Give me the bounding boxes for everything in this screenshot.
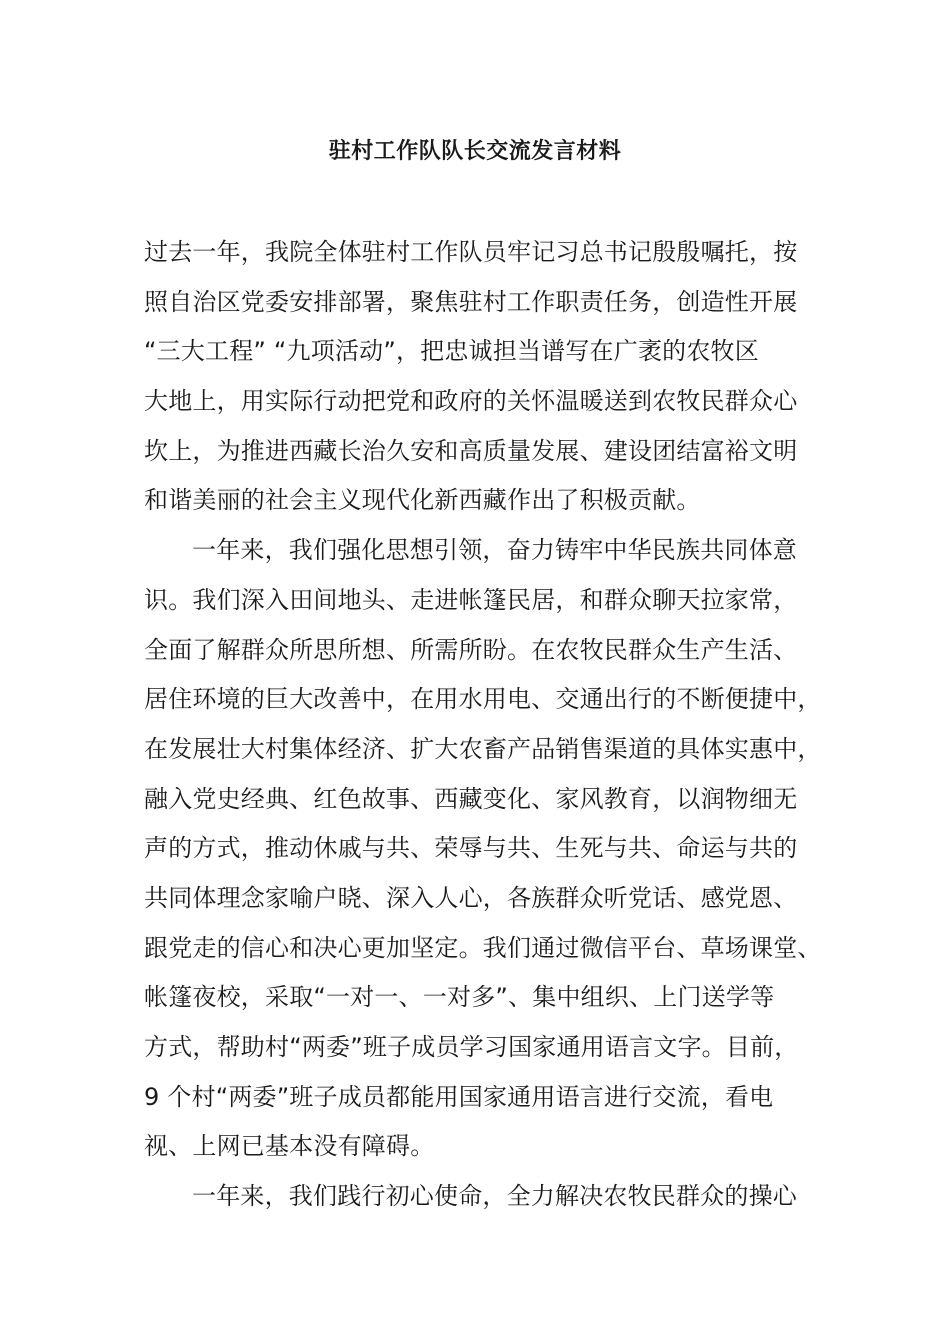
paragraph-line: 一年来，我们践行初心使命，全力解决农牧民群众的操心 xyxy=(192,1182,797,1211)
paragraph-line: 跟党走的信心和决心更加坚定。我们通过微信平台、草场课堂、 xyxy=(144,933,822,962)
paragraph-line: 在发展壮大村集体经济、扩大农畜产品销售渠道的具体实惠中， xyxy=(144,734,822,763)
paragraph-line: 居住环境的巨大改善中，在用水用电、交通出行的不断便捷中， xyxy=(144,685,822,714)
paragraph-line: 坎上，为推进西藏长治久安和高质量发展、建设团结富裕文明 xyxy=(144,436,798,465)
paragraph-line: 视、上网已基本没有障碍。 xyxy=(144,1132,435,1161)
paragraph-line: 帐篷夜校，采取“一对一、一对多”、集中组织、上门送学等 xyxy=(144,983,775,1012)
paragraph-line: 一年来，我们强化思想引领，奋力铸牢中华民族共同体意 xyxy=(192,536,797,565)
paragraph-line: 大地上，用实际行动把党和政府的关怀温暖送到农牧民群众心 xyxy=(144,387,798,416)
paragraph-line: 全面了解群众所思所想、所需所盼。在农牧民群众生产生活、 xyxy=(144,635,798,664)
paragraph-line: 识。我们深入田间地头、走进帐篷民居，和群众聊天拉家常， xyxy=(144,585,798,614)
document-title: 驻村工作队队长交流发言材料 xyxy=(328,139,622,164)
paragraph-line: “三大工程” “九项活动”，把忠诚担当谱写在广袤的农牧区 xyxy=(144,337,759,366)
paragraph-line: 9 个村“两委”班子成员都能用国家通用语言进行交流，看电 xyxy=(144,1082,774,1111)
paragraph-line: 过去一年，我院全体驻村工作队员牢记习总书记殷殷嘱托，按 xyxy=(144,238,798,266)
paragraph-line: 融入党史经典、红色故事、西藏变化、家风教育，以润物细无 xyxy=(144,784,798,813)
paragraph-line: 照自治区党委安排部署，聚焦驻村工作职责任务，创造性开展 xyxy=(144,287,798,316)
paragraph-line: 声的方式，推动休戚与共、荣辱与共、生死与共、命运与共的 xyxy=(144,834,798,863)
document-body xyxy=(144,228,824,1222)
paragraph-line: 方式，帮助村“两委”班子成员学习国家通用语言文字。目前， xyxy=(144,1033,799,1061)
paragraph-line: 共同体理念家喻户晓、深入人心，各族群众听党话、感党恩、 xyxy=(144,883,798,912)
paragraph-line: 和谐美丽的社会主义现代化新西藏作出了积极贡献。 xyxy=(144,486,701,515)
